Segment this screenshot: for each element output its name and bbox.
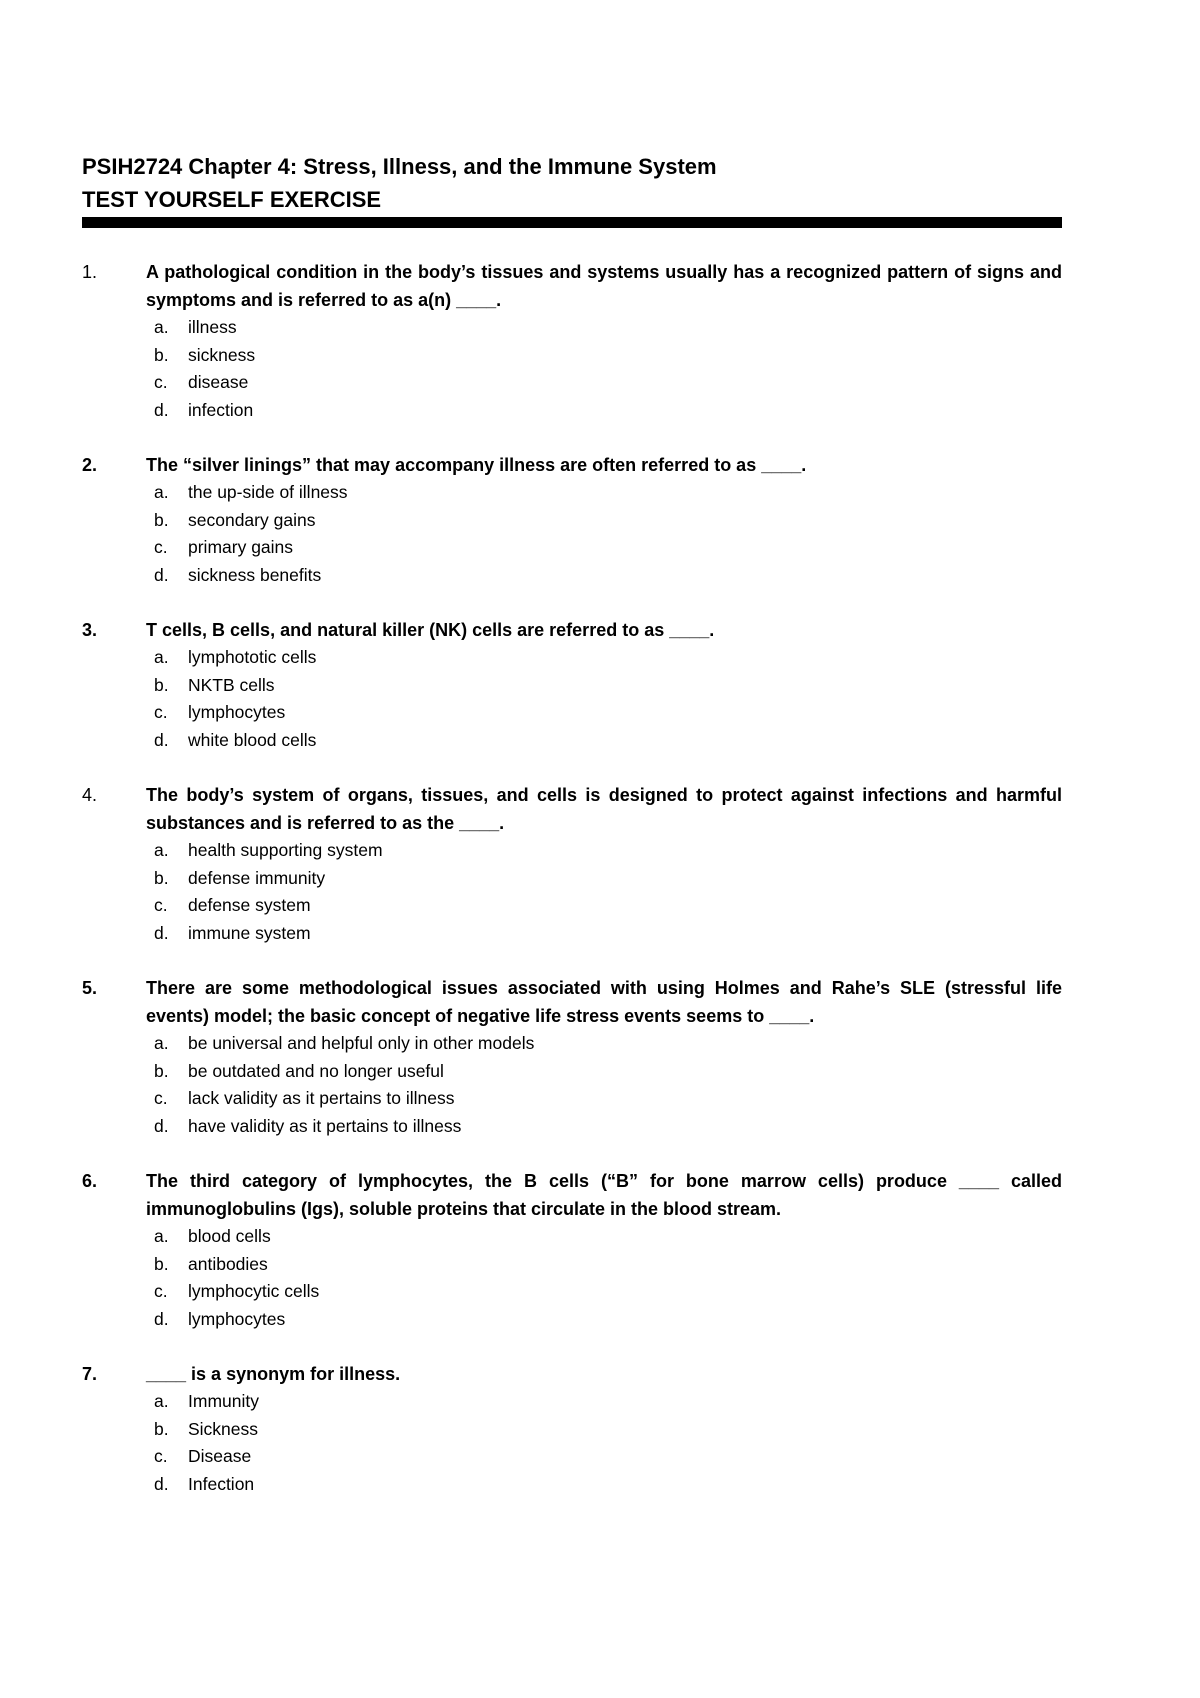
option-text: defense system [188, 895, 311, 915]
option-letter: a. [154, 1391, 169, 1411]
option-list [154, 837, 1062, 947]
document-subtitle: TEST YOURSELF EXERCISE [82, 187, 382, 212]
question-text: The body’s system of organs, tissues, and cells is designed to protect against infections and harmful substances and is referred to as the ____. [146, 785, 1062, 833]
option-list [154, 1030, 1062, 1140]
option-letter: c. [154, 1088, 168, 1108]
option-a [154, 314, 1062, 342]
option-letter: a. [154, 840, 169, 860]
option-letter: b. [154, 1253, 169, 1274]
option-letter: c. [154, 372, 168, 392]
option-letter: d. [154, 1308, 169, 1329]
question-number: 5. [82, 978, 98, 998]
option-letter: d. [154, 1473, 169, 1494]
option-list [154, 479, 1062, 589]
option-a [154, 1223, 1062, 1251]
option-list [154, 1223, 1062, 1333]
option-text: illness [188, 317, 237, 337]
option-c [154, 1085, 1062, 1113]
option-c [154, 1278, 1062, 1306]
option-a [154, 1388, 1062, 1416]
option-a [154, 837, 1062, 865]
option-text: secondary gains [188, 509, 316, 530]
option-b [154, 507, 1062, 535]
option-text: lack validity as it pertains to illness [188, 1088, 455, 1108]
question-number: 6. [82, 1171, 98, 1191]
option-text: health supporting system [188, 840, 383, 860]
question-3 [82, 616, 1062, 754]
option-letter: c. [154, 702, 168, 722]
option-text: have validity as it pertains to illness [188, 1115, 462, 1136]
document-title: PSIH2724 Chapter 4: Stress, Illness, and the Immune System [82, 154, 717, 179]
option-letter: d. [154, 729, 169, 750]
question-number: 3. [82, 620, 98, 640]
question-number: 4. [82, 785, 98, 805]
option-text: Sickness [188, 1418, 259, 1439]
question-1 [82, 258, 1062, 424]
option-letter: d. [154, 922, 169, 943]
option-letter: a. [154, 1226, 169, 1246]
option-letter: a. [154, 647, 169, 667]
question-2 [82, 451, 1062, 589]
option-b [154, 1416, 1062, 1444]
option-letter: c. [154, 895, 168, 915]
option-letter: a. [154, 482, 169, 502]
option-letter: b. [154, 674, 169, 695]
option-text: Infection [188, 1473, 255, 1494]
option-a [154, 1030, 1062, 1058]
option-letter: c. [154, 1281, 168, 1301]
question-5 [82, 974, 1062, 1140]
option-list [154, 314, 1062, 424]
question-7 [82, 1360, 1062, 1498]
option-text: be outdated and no longer useful [188, 1060, 444, 1081]
question-number: 2. [82, 455, 98, 475]
question-text: The third category of lymphocytes, the B cells (“B” for bone marrow cells) produce ____ called immunoglobulins (Igs), soluble proteins that circulate in the blood stream. [146, 1171, 1062, 1219]
option-d [154, 727, 1062, 755]
option-c [154, 369, 1062, 397]
option-b [154, 672, 1062, 700]
option-text: NKTB cells [188, 674, 275, 695]
option-c [154, 699, 1062, 727]
question-text: The “silver linings” that may accompany illness are often referred to as ____. [146, 455, 807, 475]
option-text: lymphocytes [188, 1308, 286, 1329]
option-text: Immunity [188, 1391, 259, 1411]
option-list [154, 1388, 1062, 1498]
option-letter: b. [154, 1418, 169, 1439]
option-b [154, 1251, 1062, 1279]
option-text: the up-side of illness [188, 482, 348, 502]
option-text: white blood cells [188, 729, 317, 750]
question-text: A pathological condition in the body’s tissues and systems usually has a recognized pattern of signs and symptoms and is referred to as a(n) ____. [146, 262, 1062, 310]
option-letter: d. [154, 1115, 169, 1136]
option-text: infection [188, 399, 254, 420]
option-text: disease [188, 372, 249, 392]
question-text: There are some methodological issues associated with using Holmes and Rahe’s SLE (stressful life events) model; the basic concept of negative life stress events seems to ____. [146, 978, 1062, 1026]
option-d [154, 1471, 1062, 1499]
option-letter: c. [154, 537, 168, 557]
option-c [154, 892, 1062, 920]
option-c [154, 1443, 1062, 1471]
option-letter: b. [154, 509, 169, 530]
option-b [154, 865, 1062, 893]
option-c [154, 534, 1062, 562]
question-number: 7. [82, 1364, 98, 1384]
option-letter: b. [154, 344, 169, 365]
option-letter: a. [154, 1033, 169, 1053]
option-d [154, 1306, 1062, 1334]
option-d [154, 920, 1062, 948]
option-d [154, 1113, 1062, 1141]
question-list [82, 258, 1062, 1498]
option-text: Disease [188, 1446, 252, 1466]
question-6 [82, 1167, 1062, 1333]
option-b [154, 1058, 1062, 1086]
question-text: ____ is a synonym for illness. [146, 1364, 401, 1384]
option-text: antibodies [188, 1253, 268, 1274]
option-text: lymphocytic cells [188, 1281, 320, 1301]
option-text: lymphocytes [188, 702, 286, 722]
option-d [154, 562, 1062, 590]
option-a [154, 479, 1062, 507]
option-letter: d. [154, 399, 169, 420]
option-letter: a. [154, 317, 169, 337]
question-number: 1. [82, 262, 98, 282]
option-text: immune system [188, 922, 311, 943]
option-text: sickness benefits [188, 564, 322, 585]
option-text: sickness [188, 344, 256, 365]
option-text: blood cells [188, 1226, 271, 1246]
option-text: be universal and helpful only in other models [188, 1033, 535, 1053]
option-a [154, 644, 1062, 672]
option-text: lymphototic cells [188, 647, 317, 667]
option-d [154, 397, 1062, 425]
document-page [82, 150, 1062, 1525]
option-letter: d. [154, 564, 169, 585]
option-letter: b. [154, 1060, 169, 1081]
option-text: primary gains [188, 537, 294, 557]
option-letter: b. [154, 867, 169, 888]
option-text: defense immunity [188, 867, 326, 888]
option-b [154, 342, 1062, 370]
question-text: T cells, B cells, and natural killer (NK) cells are referred to as ____. [146, 620, 715, 640]
header-divider [82, 217, 1062, 228]
option-list [154, 644, 1062, 754]
option-letter: c. [154, 1446, 168, 1466]
question-4 [82, 781, 1062, 947]
